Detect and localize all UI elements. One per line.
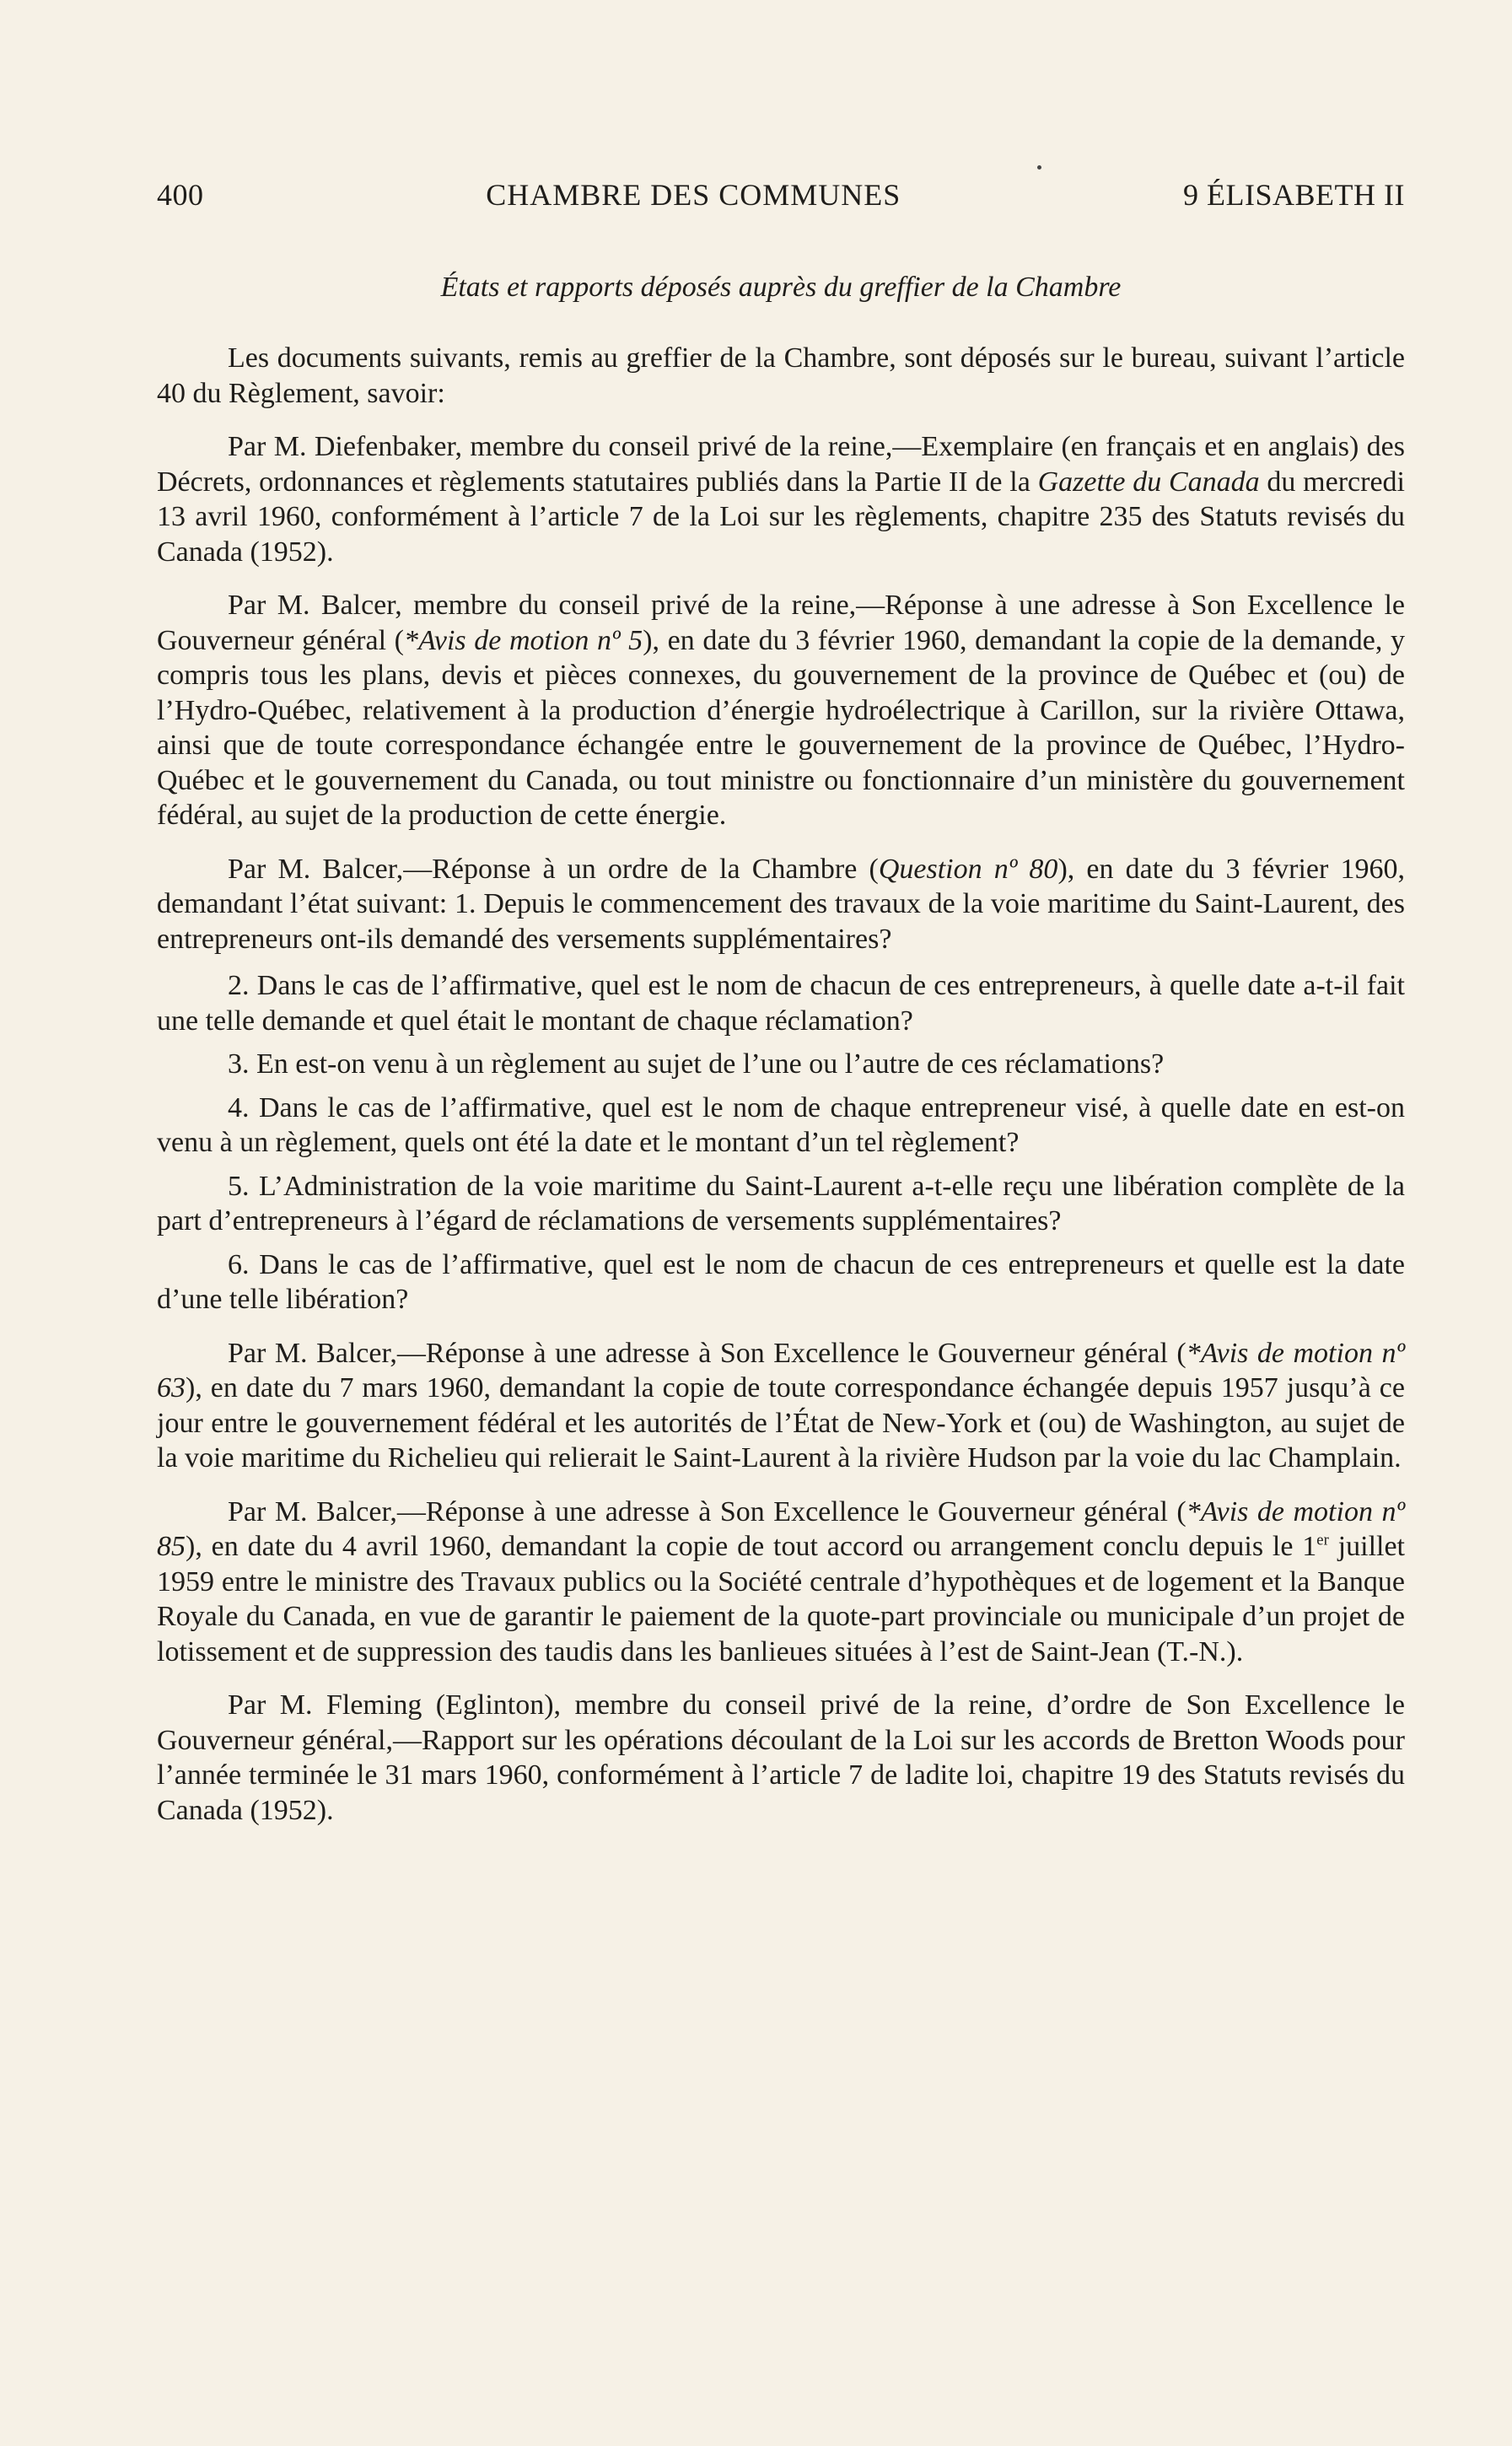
text-segment: ), en date du 4 avril 1960, demandant la copie de tout accord ou arrangement conclu depuis le 1 <box>186 1531 1317 1562</box>
question-4: 4. Dans le cas de l’affirmative, quel est le nom de chaque entrepreneur visé, à quelle date en est-on venu à un règlement, quels ont été la date et le montant d’un tel règlement? <box>157 1091 1405 1158</box>
italic-citation: Question nº 80 <box>878 853 1058 885</box>
text-segment: ), en date du 3 février 1960, demandant la copie de la demande, y compris tous les plans, devis et pièces connexes, du gouvernement de la province de Québec et (ou) de l’Hydro-Québec, relativement à la production d’énergie hydroélectrique à Carillon, sur la rivière Ottawa, ainsi que de toute correspondance échangée entre le gouvernement de la province de Québec, l’Hydro-Québec et le gouvernement du Canada, ou tout ministre ou fonctionnaire d’un ministère du gouvernement fédéral, au sujet de la production de cette énergie. <box>157 624 1405 831</box>
print-speck <box>1037 165 1041 170</box>
running-header <box>157 177 1405 213</box>
document-page <box>157 177 1405 1840</box>
question-6: 6. Dans le cas de l’affirmative, quel est le nom de chacun de ces entrepreneurs et quelle est la date d’une telle libération? <box>157 1248 1405 1315</box>
intro-paragraph: Les documents suivants, remis au greffier de la Chambre, sont déposés sur le bureau, suivant l’article 40 du Règlement, savoir: <box>157 342 1405 409</box>
paragraph-balcer-carillon <box>157 588 1405 833</box>
text-segment: ), en date du 7 mars 1960, demandant la copie de toute correspondance échangée depuis 1957 jusqu’à ce jour entre le gouvernement fédéral et les autorités de l’État de New-York et (ou) de Washington, au sujet de la voie maritime du Richelieu qui relierait le Saint-Laurent à la rivière Hudson par la voie du lac Champlain. <box>157 1372 1405 1474</box>
text-segment: Par M. Balcer,—Réponse à une adresse à Son Excellence le Gouverneur général ( <box>228 1337 1186 1369</box>
question-2: 2. Dans le cas de l’affirmative, quel est le nom de chacun de ces entrepreneurs, à quelle date a-t-il fait une telle demande et quel était le montant de chaque réclamation? <box>157 970 1405 1037</box>
text-segment: du mercredi 13 avril 1960, conformément à l’article 7 de la Loi sur les règlements, chapitre 235 des Statuts revisés du Canada (1952). <box>157 466 1405 568</box>
paragraph-balcer-richelieu <box>157 1336 1405 1476</box>
superscript: er <box>1316 1531 1329 1549</box>
text-segment: juillet 1959 entre le ministre des Travaux publics ou la Société centrale d’hypothèques et de logement et la Banque Royale du Canada, en vue de garantir le paiement de la quote-part provinciale ou municipale d’un projet de lotissement et de suppression des taudis dans les banlieues situées à l’est de Saint-Jean (T.-N.). <box>157 1531 1405 1667</box>
paragraph-balcer-saint-jean <box>157 1495 1405 1670</box>
text-segment: Par M. Diefenbaker, membre du conseil privé de la reine,—Exemplaire (en français et en anglais) des Décrets, ordonnances et règlements statutaires publiés dans la Partie II de la <box>157 431 1405 498</box>
italic-citation: Gazette du Canada <box>1037 466 1260 498</box>
paragraph-balcer-question-80 <box>157 852 1405 957</box>
question-3: 3. En est-on venu à un règlement au sujet de l’une ou l’autre de ces réclamations? <box>228 1048 1165 1080</box>
text-segment: Par M. Balcer,—Réponse à un ordre de la Chambre ( <box>228 853 879 885</box>
text-segment: Par M. Balcer, membre du conseil privé de la reine,—Réponse à une adresse à Son Excellence le Gouverneur général ( <box>157 590 1405 656</box>
question-5: 5. L’Administration de la voie maritime du Saint-Laurent a-t-elle reçu une libération complète de la part d’entrepreneurs à l’égard de réclamations de versements supplémentaires? <box>157 1170 1405 1236</box>
header-title: CHAMBRE DES COMMUNES <box>486 178 901 212</box>
italic-citation: *Avis de motion nº 85 <box>157 1495 1405 1562</box>
italic-citation: *Avis de motion nº 63 <box>157 1337 1405 1403</box>
regnal-year: 9 ÉLISABETH II <box>1183 178 1405 212</box>
italic-citation: *Avis de motion nº 5 <box>403 624 643 656</box>
paragraph-fleming: Par M. Fleming (Eglinton), membre du conseil privé de la reine, d’ordre de Son Excellence le Gouverneur général,—Rapport sur les opérations découlant de la Loi sur les accords de Bretton Woods pour l’année terminée le 31 mars 1960, conformément à l’article 7 de ladite loi, chapitre 19 des Statuts revisés du Canada (1952). <box>157 1689 1405 1826</box>
text-segment: ), en date du 3 février 1960, demandant l’état suivant: 1. Depuis le commencement des travaux de la voie maritime du Saint-Laurent, des entrepreneurs ont-ils demandé des versements supplémentaires? <box>157 853 1406 955</box>
section-title: États et rapports déposés auprès du greffier de la Chambre <box>440 272 1122 303</box>
page-number: 400 <box>157 178 204 212</box>
text-segment: Par M. Balcer,—Réponse à une adresse à Son Excellence le Gouverneur général ( <box>228 1495 1186 1527</box>
paragraph-diefenbaker <box>157 429 1405 569</box>
